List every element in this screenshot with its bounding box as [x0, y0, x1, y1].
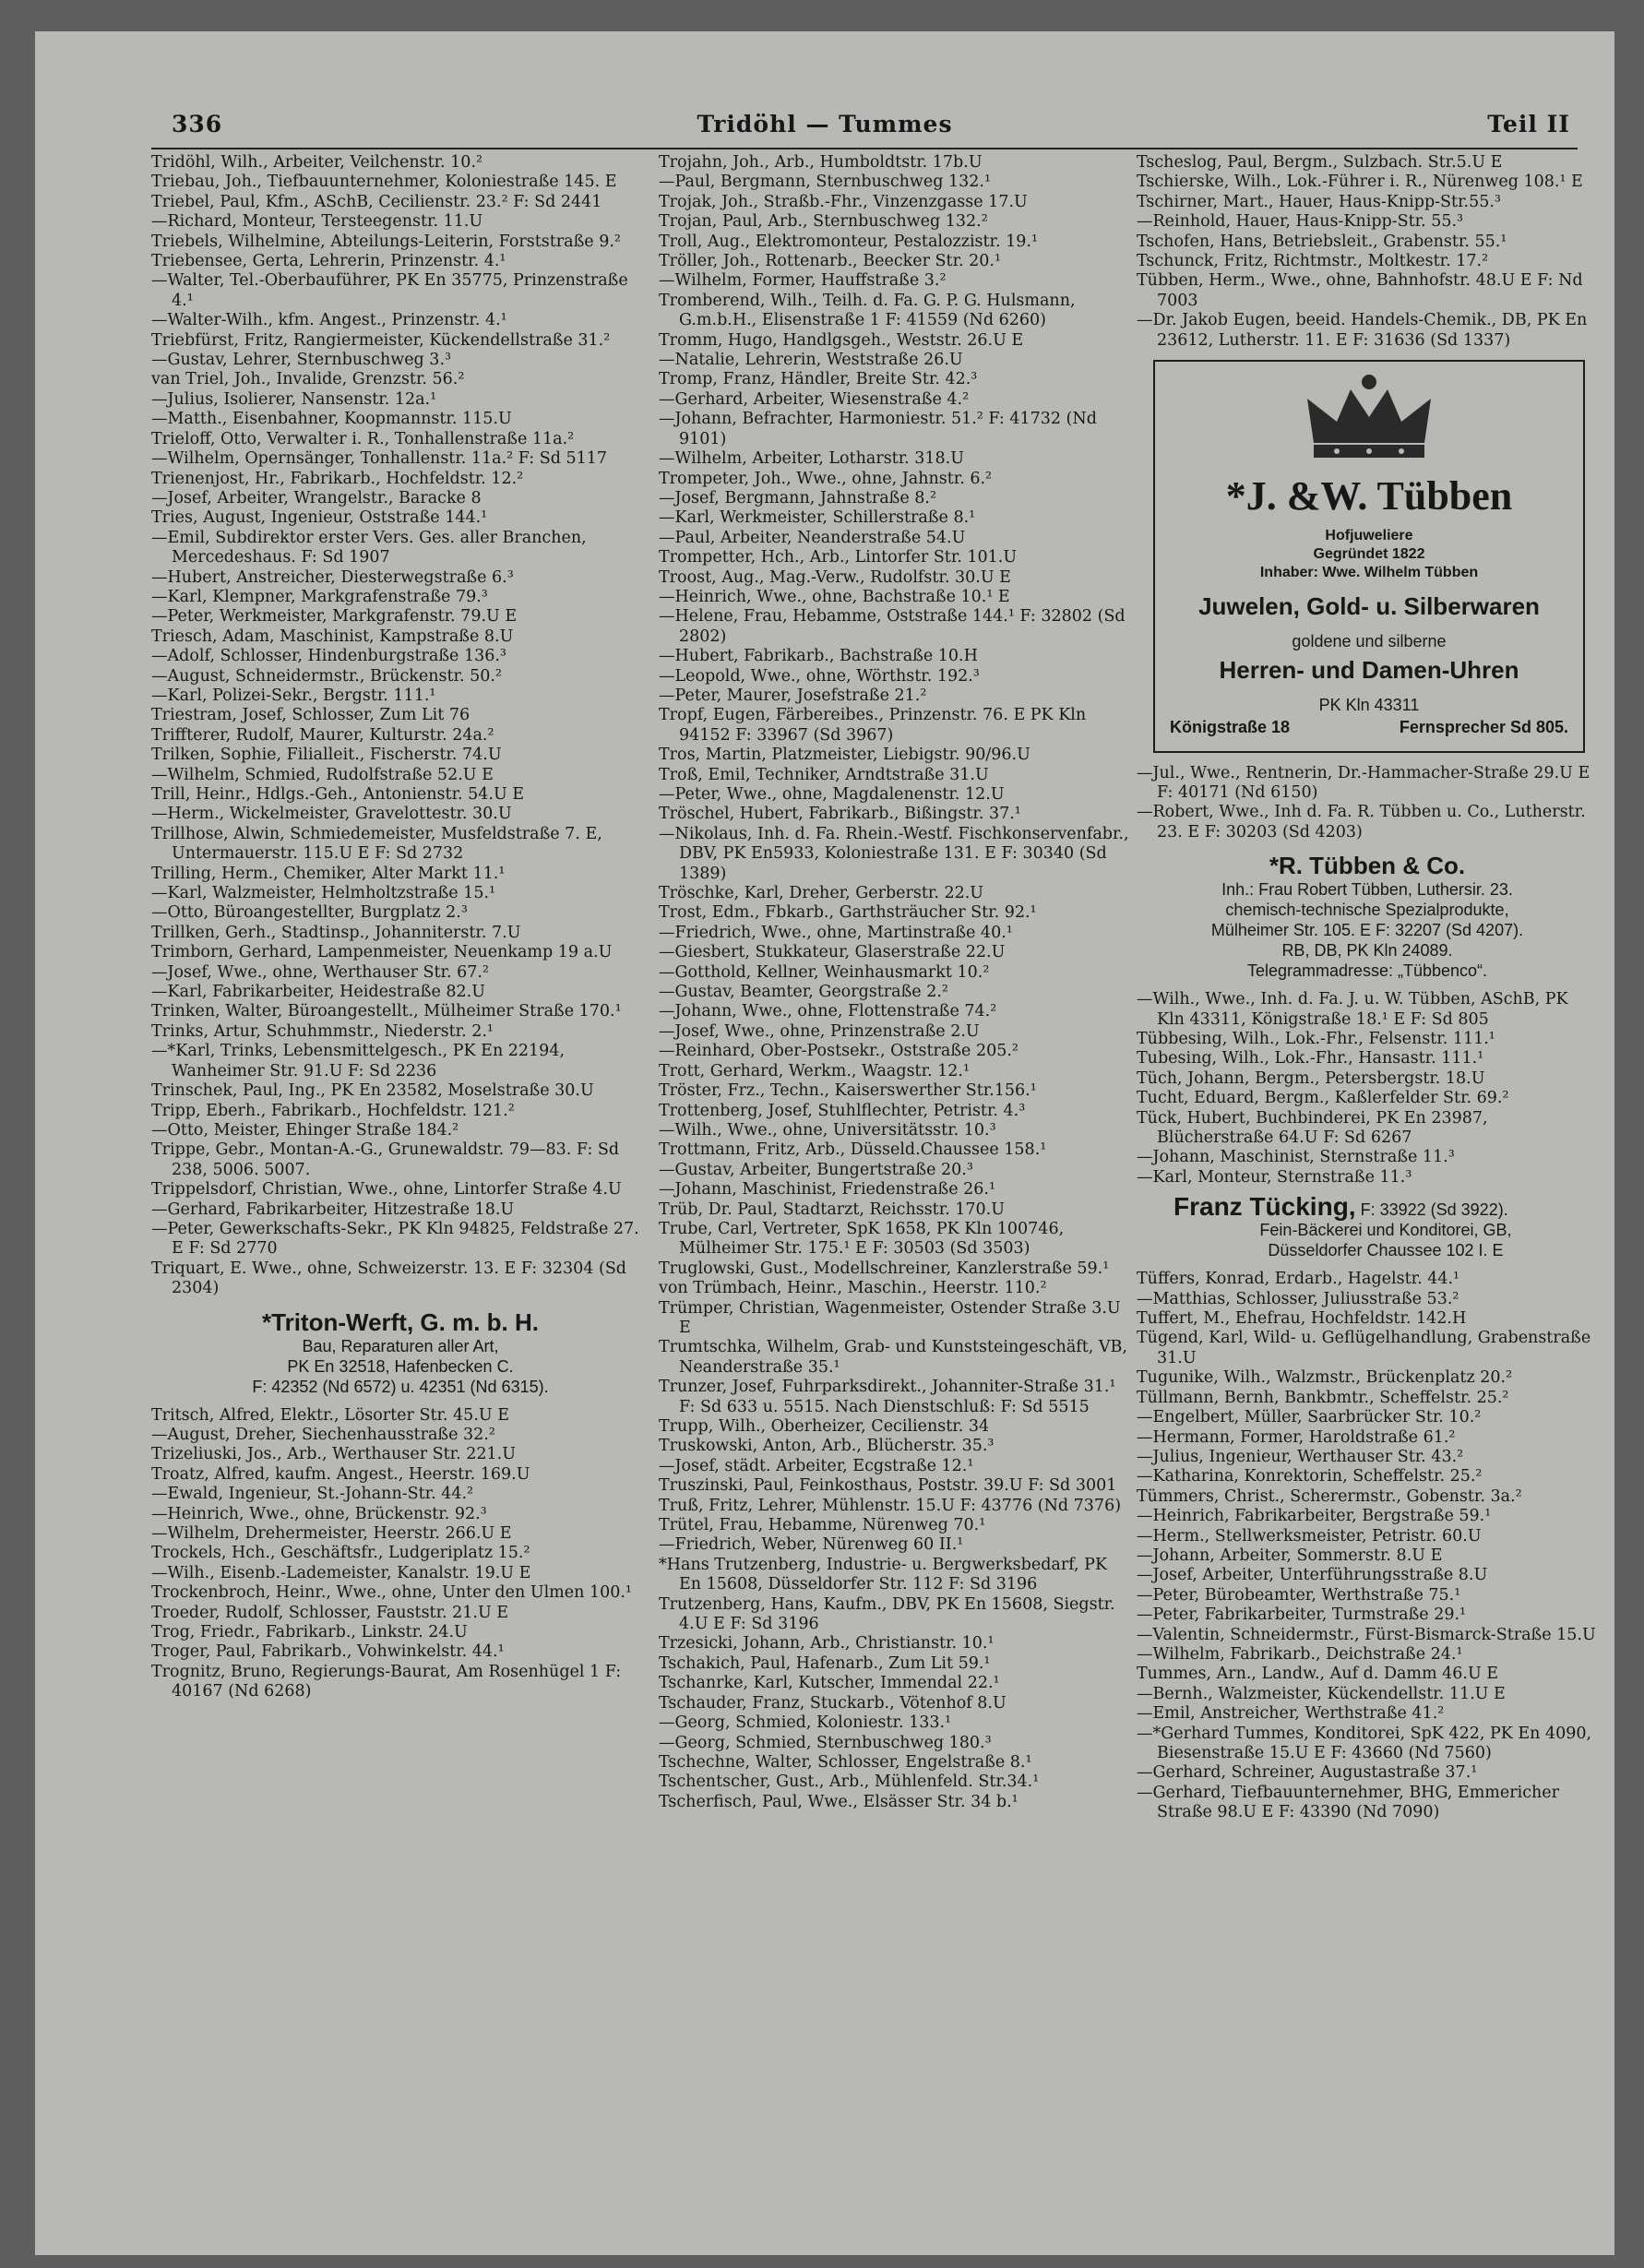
directory-entry: —Wilhelm, Fabrikarb., Deichstraße 24.¹	[1137, 1644, 1463, 1664]
directory-entry: Trompetter, Hch., Arb., Lintorfer Str. 101.U	[659, 548, 1018, 567]
directory-entry: —Robert, Wwe., Inh d. Fa. R. Tübben u. Co., Lutherstr. 23. E F: 30203 (Sd 4203)	[1137, 803, 1586, 842]
directory-entry: —Julius, Ingenieur, Werthauser Str. 43.²	[1137, 1447, 1464, 1466]
directory-entry: —Dr. Jakob Eugen, beeid. Handels-Chemik., DB, PK En 23612, Lutherstr. 11. E F: 31636 (Sd 1337)	[1137, 311, 1588, 350]
directory-entry: —Peter, Maurer, Josefstraße 21.²	[659, 686, 927, 705]
column-1	[151, 153, 649, 2237]
directory-entry: —Nikolaus, Inh. d. Fa. Rhein.-Westf. Fischkonservenfabr., DBV, PK En5933, Koloniestraße 131. E F: 30340 (Sd 1389)	[659, 824, 1129, 883]
directory-entry: Tripp, Eberh., Fabrikarb., Hochfeldstr. 121.²	[151, 1101, 515, 1120]
directory-entry: Truskowski, Anton, Arb., Blücherstr. 35.³	[659, 1437, 995, 1456]
directory-entry: von Trümbach, Heinr., Maschin., Heerstr. 110.²	[659, 1279, 1047, 1298]
directory-entry: Triebau, Joh., Tiefbauunternehmer, Koloniestraße 145. E	[151, 173, 617, 192]
directory-entry: Tröschke, Karl, Dreher, Gerberstr. 22.U	[659, 884, 984, 903]
ad-firm-name: *Triton-Werft, G. m. b. H.	[262, 1307, 539, 1336]
directory-entry: Tugunike, Wilh., Walzmstr., Brückenplatz 20.²	[1137, 1368, 1513, 1388]
directory-entry: Trost, Edm., Fbkarb., Garthsträucher Str. 92.¹	[659, 903, 1037, 923]
directory-entry: —Matthias, Schlosser, Juliusstraße 53.²	[1137, 1289, 1459, 1308]
directory-entry: Tüch, Johann, Bergm., Petersbergstr. 18.U	[1137, 1068, 1485, 1088]
directory-entry: Trilken, Sophie, Filialleit., Fischerstr. 74.U	[151, 746, 502, 765]
directory-entry: Tuffert, M., Ehefrau, Hochfeldstr. 142.H	[1137, 1309, 1467, 1329]
directory-entry: —Wilh., Wwe., ohne, Universitätsstr. 10.³	[659, 1120, 996, 1140]
directory-entry: Tügend, Karl, Wild- u. Geflügelhandlung, Grabenstraße 31.U	[1137, 1329, 1591, 1367]
directory-entry: Trottmann, Fritz, Arb., Düsseld.Chaussee 158.¹	[659, 1140, 1047, 1160]
directory-entry: Trill, Heinr., Hdlgs.-Geh., Antonienstr. 54.U E	[151, 785, 525, 804]
directory-entry: Tschauder, Franz, Stuckarb., Vötenhof 8.U	[659, 1693, 1007, 1713]
directory-entry: —Heinrich, Fabrikarbeiter, Bergstraße 59.¹	[1137, 1507, 1492, 1526]
directory-entry: —Adolf, Schlosser, Hindenburgstraße 136.³	[151, 647, 506, 666]
directory-entry: —Engelbert, Müller, Saarbrücker Str. 10.²	[1137, 1408, 1482, 1427]
directory-entry: Troger, Paul, Fabrikarb., Vohwinkelstr. 44.¹	[151, 1642, 505, 1662]
directory-entry: Truglowski, Gust., Modellschreiner, Kanzlerstraße 59.¹	[659, 1259, 1110, 1278]
directory-entry: Trienenjost, Hr., Fabrikarb., Hochfeldstr. 12.²	[151, 469, 524, 488]
directory-entry: Tridöhl, Wilh., Arbeiter, Veilchenstr. 10.²	[151, 153, 483, 172]
directory-entry: —Karl, Polizei-Sekr., Bergstr. 111.¹	[151, 686, 436, 705]
directory-entry: —Matth., Eisenbahner, Koopmannstr. 115.U	[151, 410, 512, 429]
crown-icon	[1300, 371, 1438, 463]
directory-entry: —Reinhard, Ober-Postsekr., Oststraße 205.²	[659, 1042, 1019, 1061]
ad-line: Inhaber: Wwe. Wilhelm Tübben	[1259, 565, 1479, 581]
directory-entry: —Heinrich, Wwe., ohne, Brückenstr. 92.³	[151, 1504, 487, 1523]
directory-entry: —Paul, Arbeiter, Neanderstraße 54.U	[659, 528, 966, 547]
directory-entry: Tüffers, Konrad, Erdarb., Hagelstr. 44.¹	[1137, 1270, 1460, 1289]
directory-entry: —Wilhelm, Opernsänger, Tonhallenstr. 11a.² F: Sd 5117	[151, 449, 608, 469]
directory-entry: —Johann, Maschinist, Friedenstraße 26.¹	[659, 1180, 995, 1200]
directory-entry: Trippe, Gebr., Montan-A.-G., Grunewaldstr. 79—83. F: Sd 238, 5006. 5007.	[151, 1140, 620, 1179]
directory-entry: Tück, Hubert, Buchbinderei, PK En 23987, Blücherstraße 64.U F: Sd 6267	[1137, 1108, 1488, 1148]
directory-entry: Tübbesing, Wilh., Lok.-Fhr., Felsenstr. 111.¹	[1137, 1030, 1495, 1048]
directory-entry: —Wilhelm, Schmied, Rudolfstraße 52.U E	[151, 765, 494, 784]
directory-entry: —Josef, Arbeiter, Unterführungsstraße 8.U	[1137, 1566, 1488, 1585]
directory-entry: Trinks, Artur, Schuhmmstr., Niederstr. 2.¹	[151, 1021, 494, 1041]
directory-entry: Tropf, Eugen, Färbereibes., Prinzenstr. 76. E PK Kln 94152 F: 33967 (Sd 3967)	[659, 706, 1087, 745]
directory-entry: —Valentin, Schneidermstr., Fürst-Bismarck-Straße 15.U	[1137, 1625, 1596, 1644]
directory-entry: Trunzer, Josef, Fuhrparksdirekt., Johanniter-Straße 31.¹ F: Sd 633 u. 5515. Nach Dienstschluß: F: Sd 5515	[659, 1378, 1116, 1416]
directory-entry: Tromp, Franz, Händler, Breite Str. 42.³	[659, 370, 978, 389]
directory-entry: —Wilh., Eisenb.-Lademeister, Kanalstr. 19.U E	[151, 1563, 531, 1582]
directory-entry: Tüllmann, Bernh, Bankbmtr., Scheffelstr. 25.²	[1137, 1388, 1509, 1407]
directory-entry: —Helene, Frau, Hebamme, Oststraße 144.¹ F: 32802 (Sd 2802)	[659, 607, 1126, 646]
directory-entry: —Leopold, Wwe., ohne, Wörthstr. 192.³	[659, 666, 980, 686]
directory-entry: —Giesbert, Stukkateur, Glaserstraße 22.U	[659, 943, 1006, 962]
r-tubben-ad	[1137, 852, 1598, 981]
ad-line: Telegrammadresse: „Tübbenco“.	[1246, 961, 1488, 981]
directory-page	[35, 31, 1614, 2255]
directory-entry: Trockenbroch, Heinr., Wwe., ohne, Unter den Ulmen 100.¹	[151, 1583, 632, 1603]
directory-entry: Trütel, Frau, Hebamme, Nürenweg 70.¹	[659, 1516, 986, 1535]
tubben-jeweller-ad	[1153, 360, 1585, 753]
directory-entry: Triffterer, Rudolf, Maurer, Kulturstr. 24a.²	[151, 725, 494, 745]
directory-entry: —Friedrich, Wwe., ohne, Martinstraße 40.¹	[659, 923, 1013, 942]
directory-entry: Tubesing, Wilh., Lok.-Fhr., Hansastr. 111.¹	[1137, 1049, 1484, 1068]
directory-entry: Trojan, Paul, Arb., Sternbuschweg 132.²	[659, 212, 988, 232]
directory-entry-list	[659, 153, 1129, 1812]
directory-entry: Trimborn, Gerhard, Lampenmeister, Neuenkamp 19 a.U	[151, 943, 613, 962]
directory-entry: Trott, Gerhard, Werkm., Waagstr. 12.¹	[659, 1061, 970, 1080]
directory-entry: —Johann, Maschinist, Sternstraße 11.³	[1137, 1148, 1455, 1167]
directory-entry: Trog, Friedr., Fabrikarb., Linkstr. 24.U	[151, 1623, 468, 1642]
directory-entry: —Katharina, Konrektorin, Scheffelstr. 25.²	[1137, 1467, 1483, 1486]
directory-entry: Trzesicki, Johann, Arb., Christianstr. 10.¹	[659, 1634, 995, 1653]
directory-entry: —Gerhard, Arbeiter, Wiesenstraße 4.²	[659, 389, 970, 409]
ad-line: RB, DB, PK Kln 24089.	[1281, 941, 1453, 961]
directory-entry: —Wilhelm, Former, Hauffstraße 3.²	[659, 271, 947, 291]
directory-entry: —Gotthold, Kellner, Weinhausmarkt 10.²	[659, 962, 990, 982]
directory-entry: —Ewald, Ingenieur, St.-Johann-Str. 44.²	[151, 1485, 474, 1504]
directory-entry: Tschechne, Walter, Schlosser, Engelstraße 8.¹	[659, 1752, 1032, 1772]
directory-entry: —Heinrich, Wwe., ohne, Bachstraße 10.¹ E	[659, 587, 1010, 606]
directory-entry: Tübben, Herm., Wwe., ohne, Bahnhofstr. 48.U E F: Nd 7003	[1137, 271, 1583, 310]
directory-entry: Trupp, Wilh., Oberheizer, Cecilienstr. 34	[659, 1417, 990, 1436]
header-rule	[151, 148, 1578, 149]
directory-entry: —August, Dreher, Siechenhausstraße 32.²	[151, 1425, 495, 1444]
triton-werft-ad	[151, 1307, 649, 1397]
directory-entry: —Karl, Fabrikarbeiter, Heidestraße 82.U	[151, 983, 485, 1002]
directory-entry: —Emil, Subdirektor erster Vers. Ges. aller Branchen, Mercedeshaus. F: Sd 1907	[151, 528, 587, 567]
directory-entry: Trumtschka, Wilhelm, Grab- und Kunststeingeschäft, VB, Neanderstraße 35.¹	[659, 1338, 1127, 1377]
directory-entry: Trinschek, Paul, Ing., PK En 23582, Moselstraße 30.U	[151, 1081, 594, 1101]
directory-entry: Truszinski, Paul, Feinkosthaus, Poststr. 39.U F: Sd 3001	[659, 1476, 1117, 1496]
directory-entry: Tros, Martin, Platzmeister, Liebigstr. 90/96.U	[659, 746, 1030, 765]
ad-line: chemisch-technische Spezialprodukte,	[1225, 901, 1509, 920]
ad-firm-name: *R. Tübben & Co.	[1269, 852, 1466, 880]
directory-entry: Trilling, Herm., Chemiker, Alter Markt 11.¹	[151, 864, 506, 883]
ad-line: Hofjuweliere	[1325, 528, 1413, 544]
directory-entry: —August, Schneidermstr., Brückenstr. 50.²	[151, 666, 502, 686]
directory-entry: Tries, August, Ingenieur, Oststraße 144.¹	[151, 508, 488, 528]
directory-entry: Truß, Fritz, Lehrer, Mühlenstr. 15.U F: 43776 (Nd 7376)	[659, 1496, 1122, 1515]
directory-entry: Tucht, Eduard, Bergm., Kaßlerfelder Str. 69.²	[1137, 1089, 1509, 1108]
directory-entry: —Josef, Wwe., ohne, Prinzenstraße 2.U	[659, 1021, 980, 1041]
directory-entry: Tummes, Arn., Landw., Auf d. Damm 46.U E	[1137, 1665, 1499, 1684]
ad-firm-name: *J. &W. Tübben	[1225, 473, 1513, 519]
directory-entry: —Johann, Befrachter, Harmoniestr. 51.² F: 41732 (Nd 9101)	[659, 410, 1097, 448]
directory-entry: —Josef, städt. Arbeiter, Ecgstraße 12.¹	[659, 1456, 974, 1475]
directory-entry: —Herm., Wickelmeister, Gravelottestr. 30.U	[151, 805, 512, 824]
directory-entry: —Gustav, Arbeiter, Bungertstraße 20.³	[659, 1160, 973, 1179]
ad-line: PK Kln 43311	[1318, 695, 1420, 714]
tucking-ad	[1137, 1192, 1598, 1260]
directory-entry: Tschentscher, Gust., Arb., Mühlenfeld. Str.34.¹	[659, 1773, 1040, 1792]
directory-entry: Tscheslog, Paul, Bergm., Sulzbach. Str.5.U E	[1137, 153, 1503, 172]
directory-entry: —Otto, Meister, Ehinger Straße 184.²	[151, 1120, 459, 1140]
directory-entry: —Georg, Schmied, Koloniestr. 133.¹	[659, 1713, 952, 1733]
directory-entry: —Peter, Bürobeamter, Werthstraße 75.¹	[1137, 1585, 1461, 1605]
directory-entry: —Otto, Büroangestellter, Burgplatz 2.³	[151, 903, 468, 923]
directory-entry: van Triel, Joh., Invalide, Grenzstr. 56.²	[151, 370, 465, 389]
directory-entry: Trillhose, Alwin, Schmiedemeister, Musfeldstraße 7. E, Untermauerstr. 115.U E F: Sd 2732	[151, 824, 602, 864]
directory-entry: Tschanrke, Karl, Kutscher, Immendal 22.¹	[659, 1674, 1000, 1693]
directory-entry: —Gerhard, Fabrikarbeiter, Hitzestraße 18.U	[151, 1200, 515, 1219]
directory-entry: —Josef, Bergmann, Jahnstraße 8.²	[659, 488, 936, 507]
directory-entry: —Emil, Anstreicher, Werthstraße 41.²	[1137, 1704, 1445, 1724]
directory-entry: Tröller, Joh., Rottenarb., Beecker Str. 20.¹	[659, 252, 1001, 271]
directory-entry-list	[1137, 153, 1598, 351]
directory-entry: —Georg, Schmied, Sternbuschweg 180.³	[659, 1733, 992, 1752]
directory-entry: —Richard, Monteur, Tersteegenstr. 11.U	[151, 212, 483, 232]
ad-line: F: 42352 (Nd 6572) u. 42351 (Nd 6315).	[252, 1377, 549, 1396]
directory-entry: —Herm., Stellwerksmeister, Petristr. 60.U	[1137, 1526, 1482, 1546]
directory-entry: Tröschel, Hubert, Fabrikarb., Bißingstr. 37.¹	[659, 805, 1021, 824]
ad-address: Königstraße 18	[1170, 718, 1291, 737]
directory-entry: Trockels, Hch., Geschäftsfr., Ludgeriplatz 15.²	[151, 1544, 530, 1563]
directory-entry: Tscherfisch, Paul, Wwe., Elsässer Str. 34 b.¹	[659, 1792, 1019, 1811]
directory-entry: Trüb, Dr. Paul, Stadtarzt, Reichsstr. 170.U	[659, 1200, 1005, 1219]
directory-entry: —Natalie, Lehrerin, Weststraße 26.U	[659, 351, 963, 370]
directory-entry: —Jul., Wwe., Rentnerin, Dr.-Hammacher-Straße 29.U E F: 40171 (Nd 6150)	[1137, 763, 1590, 802]
directory-entry: Trizeliuski, Jos., Arb., Werthauser Str. 221.U	[151, 1445, 516, 1464]
column-2	[659, 153, 1129, 2237]
ad-footer	[1162, 717, 1576, 738]
directory-entry: —Friedrich, Weber, Nürenweg 60 II.¹	[659, 1535, 964, 1555]
directory-entry: Trompeter, Joh., Wwe., ohne, Jahnstr. 6.²	[659, 469, 993, 488]
directory-entry: Trümper, Christian, Wagenmeister, Ostender Straße 3.U E	[659, 1298, 1121, 1337]
directory-entry: —Karl, Monteur, Sternstraße 11.³	[1137, 1167, 1412, 1187]
directory-entry: —*Gerhard Tummes, Konditorei, SpK 422, PK En 4090, Biesenstraße 15.U E F: 43660 (Nd 7560)	[1137, 1724, 1592, 1762]
directory-entry: Trube, Carl, Vertreter, SpK 1658, PK Kln 100746, Mülheimer Str. 175.¹ E F: 30503 (Sd 3503)	[659, 1219, 1065, 1259]
part-label: Teil II	[1487, 111, 1570, 137]
directory-entry-list	[151, 153, 649, 1299]
directory-entry: Tümmers, Christ., Scherermstr., Gobenstr. 3a.²	[1137, 1486, 1522, 1506]
directory-entry: Tritsch, Alfred, Elektr., Lösorter Str. 45.U E	[151, 1405, 509, 1425]
directory-entry: Trojak, Joh., Straßb.-Fhr., Vinzenzgasse 17.U	[659, 192, 1028, 211]
directory-entry: —Julius, Isolierer, Nansenstr. 12a.¹	[151, 389, 437, 409]
directory-entry: Trognitz, Bruno, Regierungs-Baurat, Am Rosenhügel 1 F: 40167 (Nd 6268)	[151, 1662, 622, 1701]
running-head: Tridöhl — Tummes	[697, 111, 953, 137]
directory-entry: —Peter, Gewerkschafts-Sekr., PK Kln 94825, Feldstraße 27. E F: Sd 2770	[151, 1219, 639, 1259]
directory-entry: —Walter-Wilh., kfm. Angest., Prinzenstr. 4.¹	[151, 311, 507, 330]
directory-entry: —Johann, Arbeiter, Sommerstr. 8.U E	[1137, 1546, 1443, 1565]
directory-entry: Trieloff, Otto, Verwalter i. R., Tonhallenstraße 11a.²	[151, 429, 575, 448]
directory-entry: —Hubert, Fabrikarb., Bachstraße 10.H	[659, 647, 978, 666]
directory-entry: Trojahn, Joh., Arb., Humboldtstr. 17b.U	[659, 153, 983, 172]
directory-entry: Trottenberg, Josef, Stuhlflechter, Petristr. 4.³	[659, 1101, 1026, 1120]
directory-entry: —Reinhold, Hauer, Haus-Knipp-Str. 55.³	[1137, 212, 1464, 232]
directory-entry: —Gerhard, Tiefbauunternehmer, BHG, Emmericher Straße 98.U E F: 43390 (Nd 7090)	[1137, 1783, 1559, 1822]
directory-entry: —Paul, Bergmann, Sternbuschweg 132.¹	[659, 173, 992, 192]
directory-entry: —Karl, Werkmeister, Schillerstraße 8.¹	[659, 508, 976, 528]
directory-entry: —Bernh., Walzmeister, Kückendellstr. 11.U E	[1137, 1684, 1506, 1703]
directory-entry: Triestram, Josef, Schlosser, Zum Lit 76	[151, 706, 471, 725]
directory-entry-list	[1137, 1270, 1598, 1822]
directory-entry: —Wilhelm, Arbeiter, Lotharstr. 318.U	[659, 449, 964, 469]
ad-line: Fein-Bäckerei und Konditorei, GB,	[1259, 1221, 1512, 1240]
directory-entry: Triesch, Adam, Maschinist, Kampstraße 8.U	[151, 627, 514, 646]
directory-entry: —Walter, Tel.-Oberbauführer, PK En 35775, Prinzenstraße 4.¹	[151, 271, 628, 310]
directory-entry: Triquart, E. Wwe., ohne, Schweizerstr. 13. E F: 32304 (Sd 2304)	[151, 1259, 627, 1298]
ad-phone: F: 33922 (Sd 3922).	[1360, 1200, 1508, 1220]
directory-entry: —*Karl, Trinks, Lebensmittelgesch., PK En 22194, Wanheimer Str. 91.U F: Sd 2236	[151, 1042, 566, 1080]
directory-entry: Troost, Aug., Mag.-Verw., Rudolfstr. 30.U E	[659, 567, 1011, 587]
directory-entry: *Hans Trutzenberg, Industrie- u. Bergwerksbedarf, PK En 15608, Düsseldorfer Str. 112 F: Sd 3196	[659, 1555, 1108, 1594]
directory-entry: Trutzenberg, Hans, Kaufm., DBV, PK En 15608, Siegstr. 4.U E F: Sd 3196	[659, 1594, 1115, 1634]
directory-entry: —Josef, Arbeiter, Wrangelstr., Baracke 8	[151, 488, 482, 507]
directory-entry-list	[1137, 990, 1598, 1188]
directory-entry: Trippelsdorf, Christian, Wwe., ohne, Lintorfer Straße 4.U	[151, 1180, 622, 1200]
directory-entry: Trillken, Gerh., Stadtinsp., Johanniterstr. 7.U	[151, 923, 521, 942]
ad-line: Düsseldorfer Chaussee 102 I. E	[1268, 1241, 1504, 1260]
directory-entry: Tröster, Frz., Techn., Kaiserswerther Str.156.¹	[659, 1081, 1037, 1101]
column-3	[1137, 153, 1598, 2237]
directory-entry: Troatz, Alfred, kaufm. Angest., Heerstr. 169.U	[151, 1464, 530, 1484]
directory-entry: Troll, Aug., Elektromonteur, Pestalozzistr. 19.¹	[659, 232, 1038, 251]
directory-entry: —Peter, Werkmeister, Markgrafenstr. 79.U E	[151, 607, 518, 627]
directory-entry: Triebels, Wilhelmine, Abteilungs-Leiterin, Forststraße 9.²	[151, 232, 621, 251]
ad-firm-name: Franz Tücking,	[1173, 1192, 1356, 1222]
directory-entry: Troß, Emil, Techniker, Arndtstraße 31.U	[659, 765, 989, 784]
page-number: 336	[172, 111, 223, 137]
directory-entry: Triebensee, Gerta, Lehrerin, Prinzenstr. 4.¹	[151, 252, 506, 271]
directory-entry: Troeder, Rudolf, Schlosser, Fauststr. 21.U E	[151, 1603, 509, 1622]
ad-line: Herren- und Damen-Uhren	[1219, 656, 1519, 685]
ad-line: goldene und silberne	[1292, 631, 1447, 651]
directory-entry: —Karl, Klempner, Markgrafenstraße 79.³	[151, 587, 488, 606]
directory-entry: Tschirner, Mart., Hauer, Haus-Knipp-Str.55.³	[1137, 192, 1501, 211]
ad-line: PK En 32518, Hafenbecken C.	[287, 1356, 514, 1376]
directory-entry: —Josef, Wwe., ohne, Werthauser Str. 67.²	[151, 962, 489, 982]
ad-line: Inh.: Frau Robert Tübben, Luthersir. 23.	[1221, 880, 1513, 900]
ad-line: Gegründet 1822	[1313, 546, 1425, 563]
directory-entry: —Gerhard, Schreiner, Augustastraße 37.¹	[1137, 1763, 1478, 1783]
directory-entry: Tschakich, Paul, Hafenarb., Zum Lit 59.¹	[659, 1653, 991, 1673]
directory-entry: Tschierske, Wilh., Lok.-Führer i. R., Nürenweg 108.¹ E	[1137, 173, 1583, 192]
directory-entry: Tschunck, Fritz, Richtmstr., Moltkestr. 17.²	[1137, 252, 1489, 271]
directory-entry: Trinken, Walter, Büroangestellt., Mülheimer Straße 170.¹	[151, 1002, 622, 1021]
ad-line: Bau, Reparaturen aller Art,	[302, 1336, 499, 1355]
directory-entry: —Karl, Walzmeister, Helmholtzstraße 15.¹	[151, 884, 496, 903]
directory-entry: —Wilhelm, Drehermeister, Heerstr. 266.U E	[151, 1524, 512, 1543]
directory-entry: —Gustav, Beamter, Georgstraße 2.²	[659, 983, 948, 1002]
directory-entry: —Peter, Fabrikarbeiter, Turmstraße 29.¹	[1137, 1606, 1467, 1625]
directory-entry: —Gustav, Lehrer, Sternbuschweg 3.³	[151, 351, 452, 370]
directory-entry: Tromm, Hugo, Handlgsgeh., Weststr. 26.U E	[659, 330, 1024, 350]
directory-entry-list	[1137, 764, 1598, 843]
directory-entry: Triebfürst, Fritz, Rangiermeister, Kückendellstraße 31.²	[151, 330, 611, 350]
directory-entry: —Hermann, Former, Haroldstraße 61.²	[1137, 1427, 1456, 1447]
directory-entry: —Wilh., Wwe., Inh. d. Fa. J. u. W. Tübben, ASchB, PK Kln 43311, Königstraße 18.¹ E F: Sd 805	[1137, 990, 1568, 1029]
ad-line: Mülheimer Str. 105. E F: 32207 (Sd 4207).	[1210, 921, 1524, 940]
directory-entry: Tromberend, Wilh., Teilh. d. Fa. G. P. G. Hulsmann, G.m.b.H., Elisenstraße 1 F: 41559 (Nd 6260)	[659, 291, 1076, 330]
directory-entry: Triebel, Paul, Kfm., ASchB, Cecilienstr. 23.² F: Sd 2441	[151, 192, 602, 211]
directory-entry: —Hubert, Anstreicher, Diesterwegstraße 6.³	[151, 567, 514, 587]
directory-entry: —Peter, Wwe., ohne, Magdalenenstr. 12.U	[659, 785, 1005, 804]
ad-phone: Fernsprecher Sd 805.	[1399, 718, 1568, 737]
directory-entry: —Johann, Wwe., ohne, Flottenstraße 74.²	[659, 1002, 997, 1021]
ad-line: Juwelen, Gold- u. Silberwaren	[1198, 592, 1540, 621]
directory-entry: Tschofen, Hans, Betriebsleit., Grabenstr. 55.¹	[1137, 232, 1507, 251]
directory-entry-list	[151, 1406, 649, 1702]
